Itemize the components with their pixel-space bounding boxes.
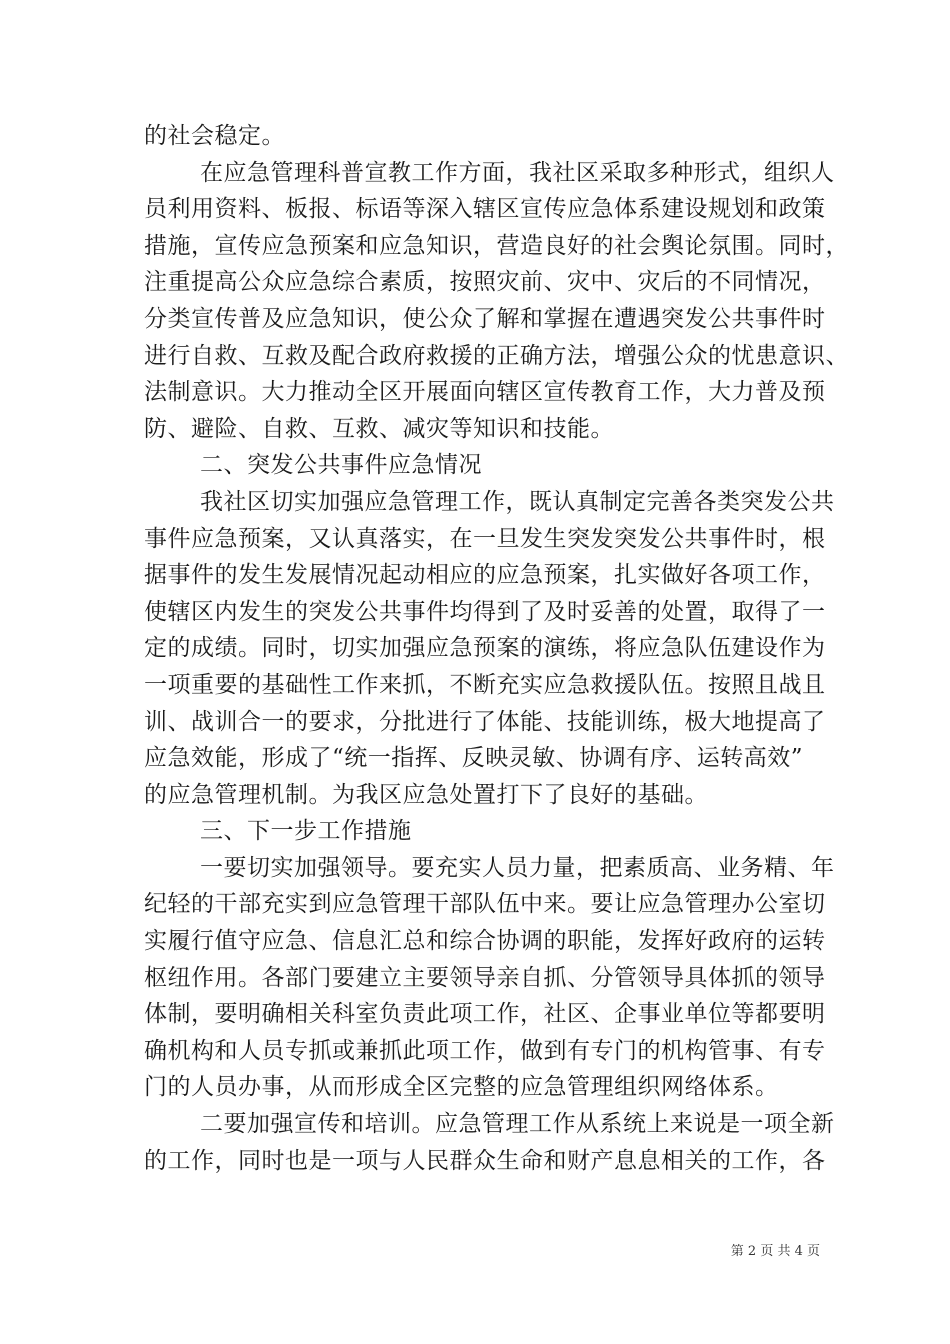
text-line: 应急效能，形成了“统一指挥、反映灵敏、协调有序、运转高效” (144, 745, 804, 772)
text-line: 定的成绩。同时，切实加强应急预案的演练，将应急队伍建设作为 (144, 635, 826, 662)
text-line: 的社会稳定。 (144, 123, 285, 149)
text-line: 实履行值守应急、信息汇总和综合协调的职能，发挥好政府的运转 (144, 928, 826, 955)
text-line: 训、战训合一的要求，分批进行了体能、技能训练，极大地提高了 (144, 708, 826, 735)
text-line: 使辖区内发生的突发公共事件均得到了及时妥善的处置，取得了一 (144, 598, 826, 625)
text-line: 门的人员办事，从而形成全区完整的应急管理组织网络体系。 (144, 1074, 779, 1101)
text-line: 的应急管理机制。为我区应急处置打下了良好的基础。 (144, 781, 708, 808)
text-line: 二要加强宣传和培训。应急管理工作从系统上来说是一项全新 (200, 1111, 835, 1138)
text-line: 枢纽作用。各部门要建立主要领导亲自抓、分管领导具体抓的领导 (144, 964, 826, 991)
page-number-footer: 第 2 页 共 4 页 (730, 1244, 820, 1259)
text-line: 确机构和人员专抓或兼抓此项工作，做到有专门的机构管事、有专 (144, 1037, 826, 1064)
text-line: 在应急管理科普宣教工作方面，我社区采取多种形式，组织人 (200, 159, 835, 186)
text-line: 分类宣传普及应急知识，使公众了解和掌握在遭遇突发公共事件时 (144, 305, 826, 332)
text-line: 据事件的发生发展情况起动相应的应急预案，扎实做好各项工作， (144, 562, 826, 589)
text-line: 法制意识。大力推动全区开展面向辖区宣传教育工作，大力普及预 (144, 379, 826, 406)
text-line: 体制，要明确相关科室负责此项工作，社区、企事业单位等都要明 (144, 1001, 826, 1028)
text-line: 注重提高公众应急综合素质，按照灾前、灾中、灾后的不同情况， (144, 269, 826, 296)
document-body (144, 118, 849, 1179)
text-line: 事件应急预案，又认真落实，在一旦发生突发突发公共事件时，根 (144, 525, 826, 552)
text-line: 防、避险、自救、互救、减灾等知识和技能。 (144, 415, 614, 442)
text-line: 纪轻的干部充实到应急管理干部队伍中来。要让应急管理办公室切 (144, 891, 826, 918)
text-line: 一项重要的基础性工作来抓，不断充实应急救援队伍。按照且战且 (144, 671, 826, 698)
text-line: 措施，宣传应急预案和应急知识，营造良好的社会舆论氛围。同时， (144, 232, 849, 259)
text-line: 进行自救、互救及配合政府救援的正确方法，增强公众的忧患意识、 (144, 342, 849, 369)
text-line: 三、下一步工作措施 (200, 818, 412, 845)
text-line: 二、突发公共事件应急情况 (200, 452, 482, 479)
text-line: 一要切实加强领导。要充实人员力量，把素质高、业务精、年 (200, 854, 835, 881)
text-line: 的工作，同时也是一项与人民群众生命和财产息息相关的工作，各 (144, 1147, 826, 1174)
text-line: 我社区切实加强应急管理工作，既认真制定完善各类突发公共 (200, 488, 835, 515)
text-line: 员利用资料、板报、标语等深入辖区宣传应急体系建设规划和政策 (144, 196, 826, 223)
